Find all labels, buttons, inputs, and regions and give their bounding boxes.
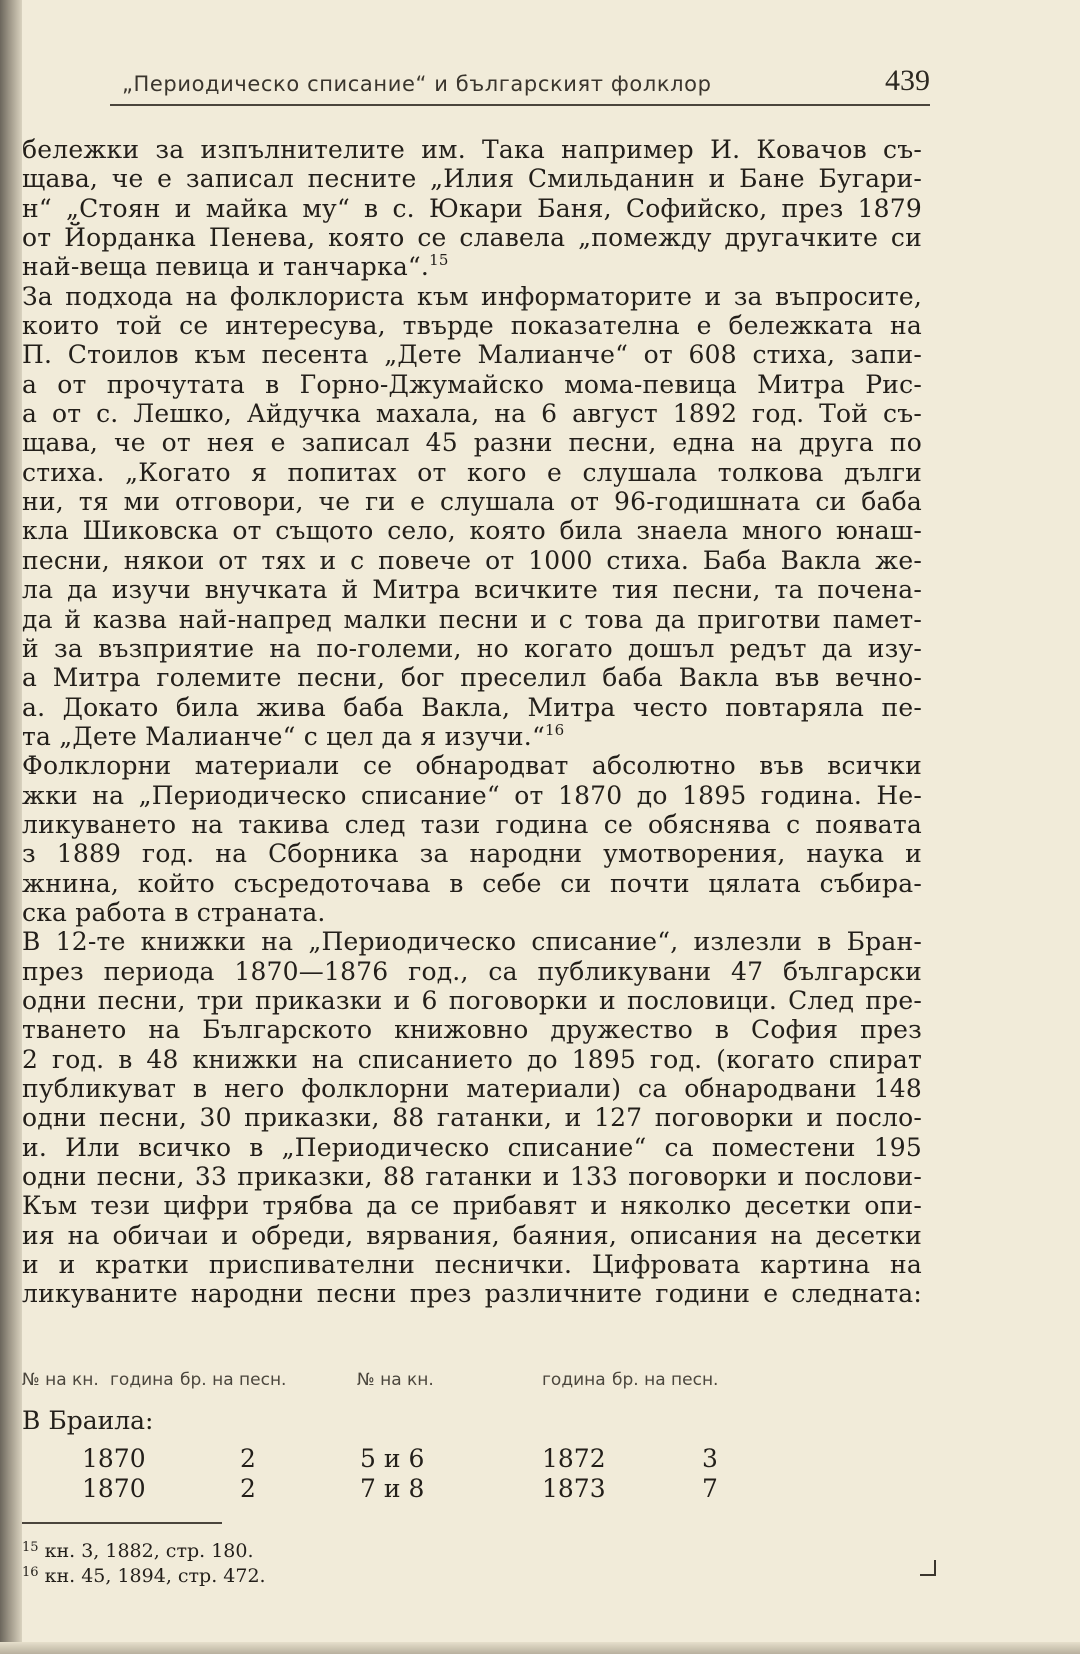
- cell-no: 5 и 6: [360, 1444, 425, 1473]
- cell-year: 1870: [82, 1474, 146, 1503]
- table-row: [22, 1474, 922, 1504]
- footnote-text: кн. 3, 1882, стр. 180.: [44, 1540, 254, 1562]
- text-line: а от с. Лешко, Айдучка махала, на 6 август 1892 год. Той съ-: [22, 399, 922, 429]
- text-line: щава, че от нея е записал 45 разни песни, една на друга по: [22, 428, 922, 458]
- col-header-no: № на кн.: [22, 1370, 99, 1390]
- text-line: кла Шиковска от същото село, която била знаела много юнаш-: [22, 516, 922, 546]
- page-binding-edge: [0, 0, 22, 1654]
- running-title: „Периодическо списание“ и българският фолклор: [122, 72, 712, 96]
- page-number: 439: [885, 64, 930, 97]
- text-line: бележки за изпълнителите им. Така например И. Ковачов съ-: [22, 135, 922, 164]
- text-line: В 12-те книжки на „Периодическо списание“, излезли в Бран-: [22, 927, 922, 957]
- text-line: Към тези цифри трябва да се прибавят и няколко десетки опи-: [22, 1191, 922, 1221]
- text-line: одни песни, 33 приказки, 88 гатанки и 133 поговорки и послови-: [22, 1162, 922, 1192]
- text-line: ни, тя ми отговори, че ги е слушала от 96-годишната си баба: [22, 487, 922, 517]
- text-line: й за възприятие на по-големи, но когато дошъл редът да изу-: [22, 633, 922, 663]
- text-line: н“ „Стоян и майка му“ в с. Юкари Баня, Софийско, през 1879: [22, 193, 922, 223]
- text-line: П. Стоилов към песента „Дете Малианче“ от 608 стиха, запи-: [22, 340, 922, 370]
- corner-mark: [920, 1560, 936, 1576]
- footnotes: [22, 1535, 266, 1585]
- col-header-count-2: бр. на песн.: [612, 1370, 719, 1390]
- text-line: Фолклорни материали се обнародват абсолютно във всички: [22, 751, 922, 781]
- text-line: жки на „Периодическо списание“ от 1870 до 1895 година. Не-: [22, 780, 922, 810]
- text-line: [22, 252, 922, 281]
- table-group-title: В Браила:: [22, 1406, 154, 1435]
- text-line: [22, 722, 922, 751]
- text-line: одни песни, три приказки и 6 поговорки и пословици. След пре-: [22, 985, 922, 1015]
- col-header-year-2: година: [542, 1370, 606, 1390]
- cell-count-2: 7: [702, 1474, 718, 1503]
- text-line: а. Докато била жива баба Вакла, Митра често повтаряла пе-: [22, 692, 922, 722]
- footnote-16: [22, 1560, 266, 1585]
- text-line-content: най-веща певица и танчарка“.: [22, 252, 430, 282]
- page-header: [110, 66, 930, 106]
- text-line: през периода 1870—1876 год., са публикувани 47 български: [22, 956, 922, 986]
- cell-count: 2: [240, 1444, 256, 1473]
- songs-table: [22, 1370, 922, 1503]
- cell-no: 7 и 8: [360, 1474, 425, 1503]
- cell-year-2: 1873: [542, 1474, 606, 1503]
- text-line: а Митра големите песни, бог преселил баба Вакла във вечно-: [22, 663, 922, 693]
- text-line: публикуват в него фолклорни материали) са обнародвани 148: [22, 1074, 922, 1103]
- text-line: и и кратки приспивателни песнички. Цифровата картина на: [22, 1250, 922, 1280]
- col-header-year: година: [110, 1370, 174, 1390]
- text-line: ликуваните народни песни през различните години е следната:: [22, 1279, 922, 1309]
- text-line: стиха. „Когато я попитах от кого е слушала толкова дълги: [22, 457, 922, 487]
- text-line: от Йорданка Пенева, която се славела „помежду другачките си: [22, 223, 922, 253]
- text-line: ликуването на такива след тази година се обяснява с появата: [22, 809, 922, 839]
- text-line: За подхода на фолклориста към информаторите и за въпросите,: [22, 281, 922, 311]
- text-line: жнина, който съсредоточава в себе си почти цялата събира-: [22, 868, 922, 898]
- text-line: а от прочутата в Горно-Джумайско мома-певица Митра Рис-: [22, 369, 922, 399]
- footnote-ref-16: 16: [544, 720, 565, 739]
- text-line: които той се интересува, твърде показателна е бележката на: [22, 311, 922, 341]
- text-line: одни песни, 30 приказки, 88 гатанки, и 127 поговорки и посло-: [22, 1103, 922, 1133]
- text-line: тването на Българското книжовно дружество в София през: [22, 1015, 922, 1045]
- cell-count-2: 3: [702, 1444, 718, 1473]
- table-row: [22, 1444, 922, 1474]
- body-text: [22, 135, 922, 1309]
- header-rule: [110, 104, 930, 106]
- footnote-15: [22, 1535, 266, 1560]
- col-header-count: бр. на песн.: [180, 1370, 287, 1390]
- cell-year-2: 1872: [542, 1444, 606, 1473]
- text-line: 2 год. в 48 книжки на списанието до 1895 год. (когато спират: [22, 1044, 922, 1074]
- footnote-ref-15: 15: [429, 251, 449, 270]
- col-header-no-2: № на кн.: [357, 1370, 434, 1390]
- text-line: ла да изучи внучката й Митра всичките тия песни, та почена-: [22, 575, 922, 605]
- text-line: ска работа в страната.: [22, 897, 326, 927]
- text-line: щава, че е записал песните „Илия Смильданин и Бане Бугари-: [22, 164, 922, 194]
- footnote-mark: 15: [22, 1540, 39, 1555]
- footnote-text: кн. 45, 1894, стр. 472.: [44, 1565, 266, 1587]
- text-line-content: та „Дете Малианче“ с цел да я изучи.“: [22, 721, 545, 751]
- text-line: песни, някои от тях и с повече от 1000 стиха. Баба Вакла же-: [22, 545, 922, 575]
- cell-year: 1870: [82, 1444, 146, 1473]
- text-line: ия на обичаи и обреди, вярвания, баяния, описания на десетки: [22, 1220, 922, 1250]
- page-bottom-edge: [0, 1642, 1080, 1654]
- footnote-mark: 16: [22, 1565, 39, 1580]
- text-line: да й казва най-напред малки песни и с това да приготви памет-: [22, 604, 922, 634]
- text-line: и. Или всичко в „Периодическо списание“ са поместени 195: [22, 1132, 922, 1162]
- footnote-rule: [22, 1522, 222, 1524]
- cell-count: 2: [240, 1474, 256, 1503]
- text-line: з 1889 год. на Сборника за народни умотворения, наука и: [22, 839, 922, 869]
- table-header: [22, 1370, 922, 1398]
